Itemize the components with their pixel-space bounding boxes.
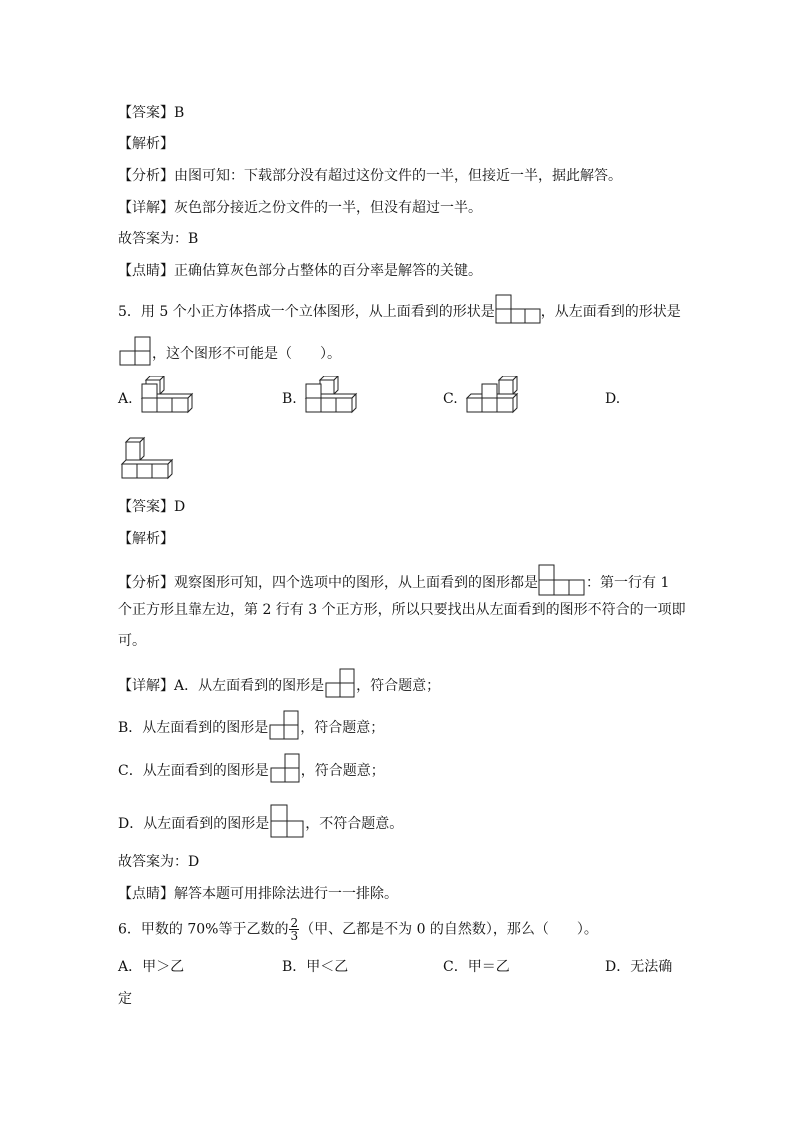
q6-option-c: C．甲＝乙: [443, 959, 510, 975]
left-view-c-figure: [269, 753, 301, 789]
q5-fenxi-line2: 个正方形且靠左边，第 2 行有 3 个正方形，所以只要找出从左面看到的图形不符合的一项即: [118, 602, 686, 618]
q5-xj-a-text1: 【详解】A．从左面看到的图形是: [118, 678, 325, 694]
q4-xiangjie: 【详解】灰色部分接近之份文件的一半，但没有超过一半。: [118, 200, 482, 216]
q5-option-b-label: B.: [282, 391, 297, 407]
q5-fenxi-line1: [118, 564, 669, 602]
q5-analysis-heading: 【解析】: [118, 531, 174, 547]
q4-dianjing: 【点睛】正确估算灰色部分占整体的百分率是解答的关键。: [118, 263, 482, 279]
q5-stem-line2: [118, 336, 341, 372]
top-view-figure-2: [538, 564, 586, 602]
q5-xj-c-text2: ，符合题意；: [300, 763, 385, 779]
q5-xj-b-text2: ，符合题意；: [300, 720, 385, 736]
q4-conclusion: 故答案为：B: [118, 231, 199, 247]
q5-stem-part2: ，从左面看到的形状是: [540, 304, 681, 320]
q5-xj-c-text1: C．从左面看到的图形是: [118, 763, 269, 779]
q5-xj-d-text1: D．从左面看到的图形是: [118, 816, 270, 832]
q5-dianjing: 【点睛】解答本题可用排除法进行一一排除。: [118, 886, 398, 902]
q5-xiangjie-a: [118, 668, 440, 704]
q5-xiangjie-d: [118, 804, 403, 844]
q5-option-b-figure: [302, 376, 360, 416]
q4-analysis-heading: 【解析】: [118, 136, 174, 152]
q6-option-a: A．甲＞乙: [118, 959, 185, 975]
fraction-denominator: 3: [290, 929, 299, 943]
q6-stem-part1: 6．甲数的 70%等于乙数的: [118, 921, 289, 938]
q5-fenxi-part2: ：第一行有 1: [586, 575, 670, 591]
q5-option-d-label: D.: [605, 391, 621, 407]
q5-option-a-figure: [138, 376, 196, 416]
q4-answer: 【答案】B: [118, 105, 185, 121]
q5-stem-part3: ，这个图形不可能是（ ）。: [152, 346, 341, 362]
q5-option-c-label: C.: [443, 391, 458, 407]
fraction-numerator: 2: [290, 916, 299, 930]
q5-option-a-label: A.: [118, 391, 133, 407]
q5-answer: 【答案】D: [118, 499, 186, 515]
left-view-figure: [118, 336, 152, 372]
q5-option-c-figure: [463, 376, 523, 416]
q5-conclusion: 故答案为：D: [118, 854, 200, 870]
left-view-b-figure: [268, 710, 300, 746]
q5-stem-line1: [118, 294, 681, 330]
left-view-a-figure: [324, 668, 356, 704]
q5-stem-part1: 5．用 5 个小正方体搭成一个立体图形，从上面看到的形状是: [118, 304, 495, 320]
q5-xiangjie-b: [118, 710, 384, 746]
q5-option-d-figure: [118, 436, 176, 482]
top-view-figure: [495, 294, 541, 330]
q5-xj-a-text2: ，符合题意；: [356, 678, 441, 694]
q6-stem-part2: （甲、乙都是不为 0 的自然数），那么（ ）。: [300, 921, 598, 938]
left-view-d-figure: [269, 804, 305, 844]
q6-option-d: D．无法确: [605, 959, 673, 975]
q4-fenxi: 【分析】由图可知：下载部分没有超过这份文件的一半，但接近一半，据此解答。: [118, 168, 622, 184]
q5-xj-b-text1: B．从左面看到的图形是: [118, 720, 269, 736]
q6-stem: [118, 917, 598, 942]
q5-xj-d-text2: ，不符合题意。: [305, 816, 404, 832]
q5-xiangjie-c: [118, 753, 385, 789]
q5-fenxi-part1: 【分析】观察图形可知，四个选项中的图形，从上面看到的图形都是: [118, 575, 538, 591]
q6-option-d-wrap: 定: [118, 991, 132, 1007]
fraction-two-thirds: [289, 917, 299, 942]
q5-fenxi-line3: 可。: [118, 633, 146, 649]
q6-option-b: B．甲＜乙: [282, 959, 349, 975]
